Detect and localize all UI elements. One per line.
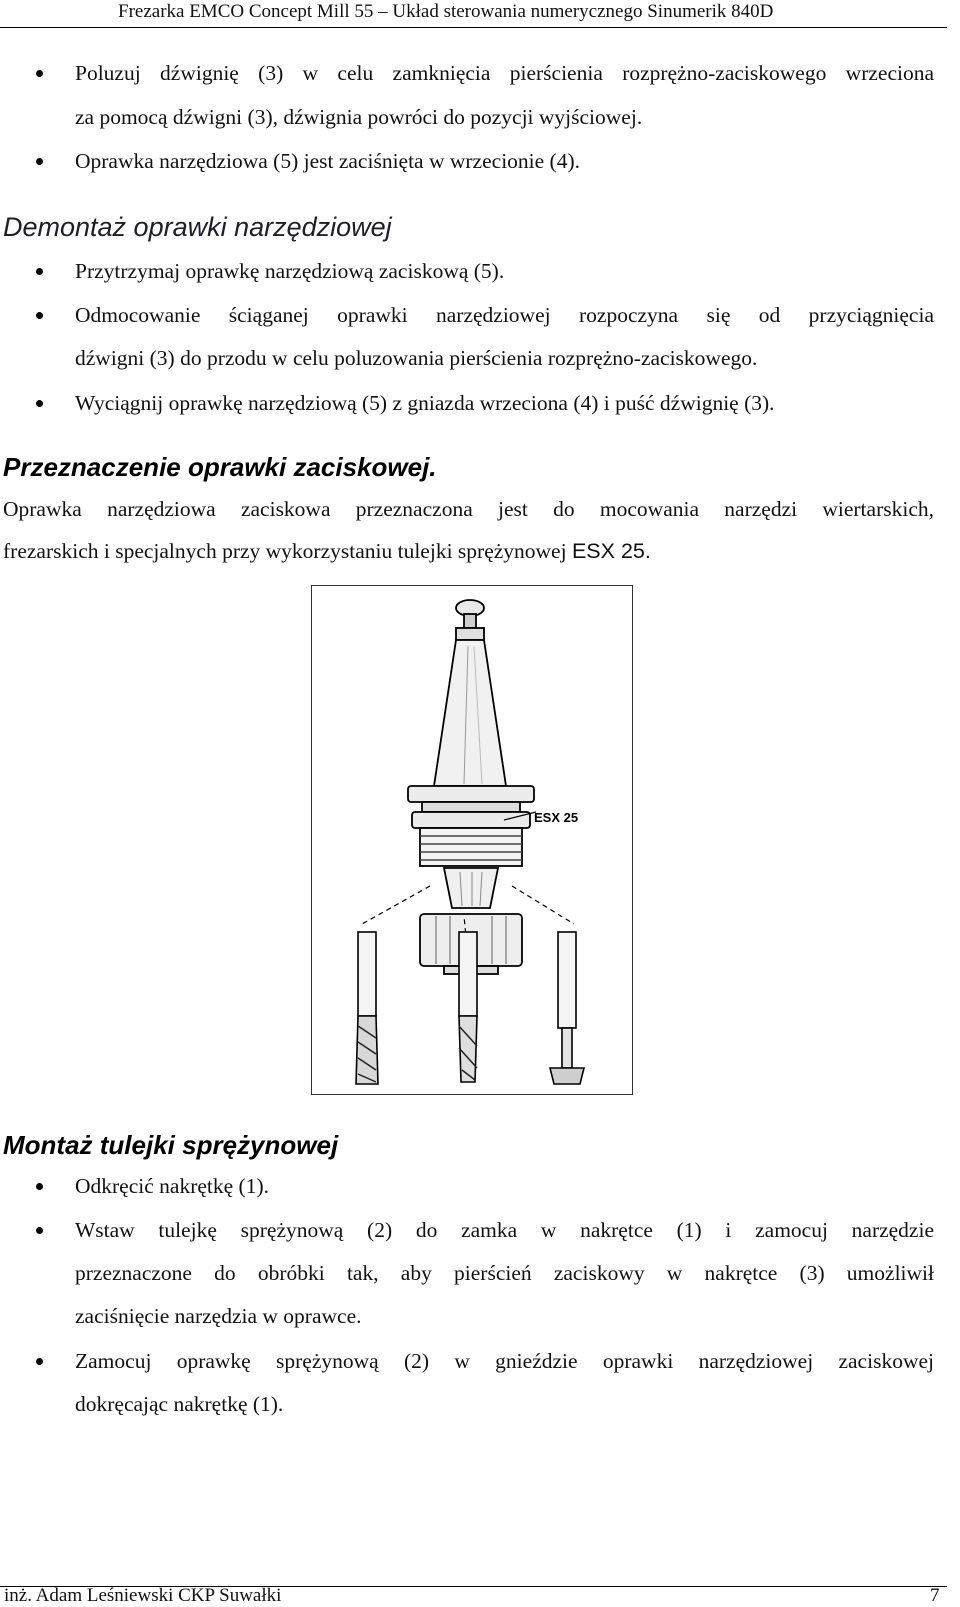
intro-bullet-2: Oprawka narzędziowa (5) jest zaciśnięta w wrzecionie (4). xyxy=(75,149,580,173)
esx-25-label: ESX 25 xyxy=(534,810,579,825)
header-rule xyxy=(0,27,947,28)
section2-paragraph-line-1: Oprawka narzędziowa zaciskowa przeznaczona jest do mocowania narzędzi wiertarskich, xyxy=(3,497,934,521)
section3-bullet-1: Odkręcić nakrętkę (1). xyxy=(75,1174,269,1198)
section3-bullet-2-line-1: Wstaw tulejkę sprężynową (2) do zamka w nakrętce (1) i zamocuj narzędzie xyxy=(75,1218,934,1242)
tool-holder-figure xyxy=(311,585,633,1095)
bullet-icon xyxy=(36,1183,43,1190)
section3-bullet-3-line-1: Zamocuj oprawkę sprężynową (2) w gnieździe oprawki narzędziowej zaciskowej xyxy=(75,1349,934,1373)
section2-paragraph-line-2 xyxy=(3,538,651,564)
intro-bullet-1-line-2: za pomocą dźwigni (3), dźwignia powróci do pozycji wyjściowej. xyxy=(75,105,643,129)
page-header xyxy=(0,0,960,28)
tool-holder-drawing xyxy=(312,586,632,1094)
bullet-icon xyxy=(36,158,43,165)
bullet-icon xyxy=(36,70,43,77)
section-heading-montaz: Montaż tulejki sprężynowej xyxy=(3,1130,339,1160)
section1-bullet-1: Przytrzymaj oprawkę narzędziową zaciskową (5). xyxy=(75,259,505,283)
section-heading-przeznaczenie: Przeznaczenie oprawki zaciskowej. xyxy=(3,452,437,482)
bullet-icon xyxy=(36,312,43,319)
bullet-icon xyxy=(36,1358,43,1365)
section3-bullet-3-line-2: dokręcając nakrętkę (1). xyxy=(75,1392,284,1416)
section2-paragraph-text: frezarskich i specjalnych przy wykorzystaniu tulejki sprężynowej xyxy=(3,539,572,563)
intro-bullet-1-line-1: Poluzuj dźwignię (3) w celu zamknięcia pierścienia rozprężno-zaciskowego wrzeciona xyxy=(75,61,934,85)
bullet-icon xyxy=(36,1227,43,1234)
section1-bullet-2-line-2: dźwigni (3) do przodu w celu poluzowania pierścienia rozprężno-zaciskowego. xyxy=(75,346,758,370)
section-heading-demontaz: Demontaż oprawki narzędziowej xyxy=(3,212,392,242)
section1-bullet-2-line-1: Odmocowanie ściąganej oprawki narzędziowej rozpoczyna się od przyciągnięcia xyxy=(75,303,934,327)
bullet-icon xyxy=(36,268,43,275)
section3-bullet-2-line-2: przeznaczone do obróbki tak, aby pierścień zaciskowy w nakrętce (3) umożliwił xyxy=(75,1261,934,1285)
header-title: Frezarka EMCO Concept Mill 55 – Układ sterowania numerycznego Sinumerik 840D xyxy=(118,1,774,22)
section1-bullet-3: Wyciągnij oprawkę narzędziową (5) z gniazda wrzeciona (4) i puść dźwignię (3). xyxy=(75,391,775,415)
section3-bullet-2-line-3: zaciśnięcie narzędzia w oprawce. xyxy=(75,1304,362,1328)
esx-label-inline: ESX 25. xyxy=(571,539,651,563)
footer-author: inż. Adam Leśniewski CKP Suwałki xyxy=(4,1585,282,1606)
bullet-icon xyxy=(36,400,43,407)
page-number: 7 xyxy=(930,1585,940,1606)
